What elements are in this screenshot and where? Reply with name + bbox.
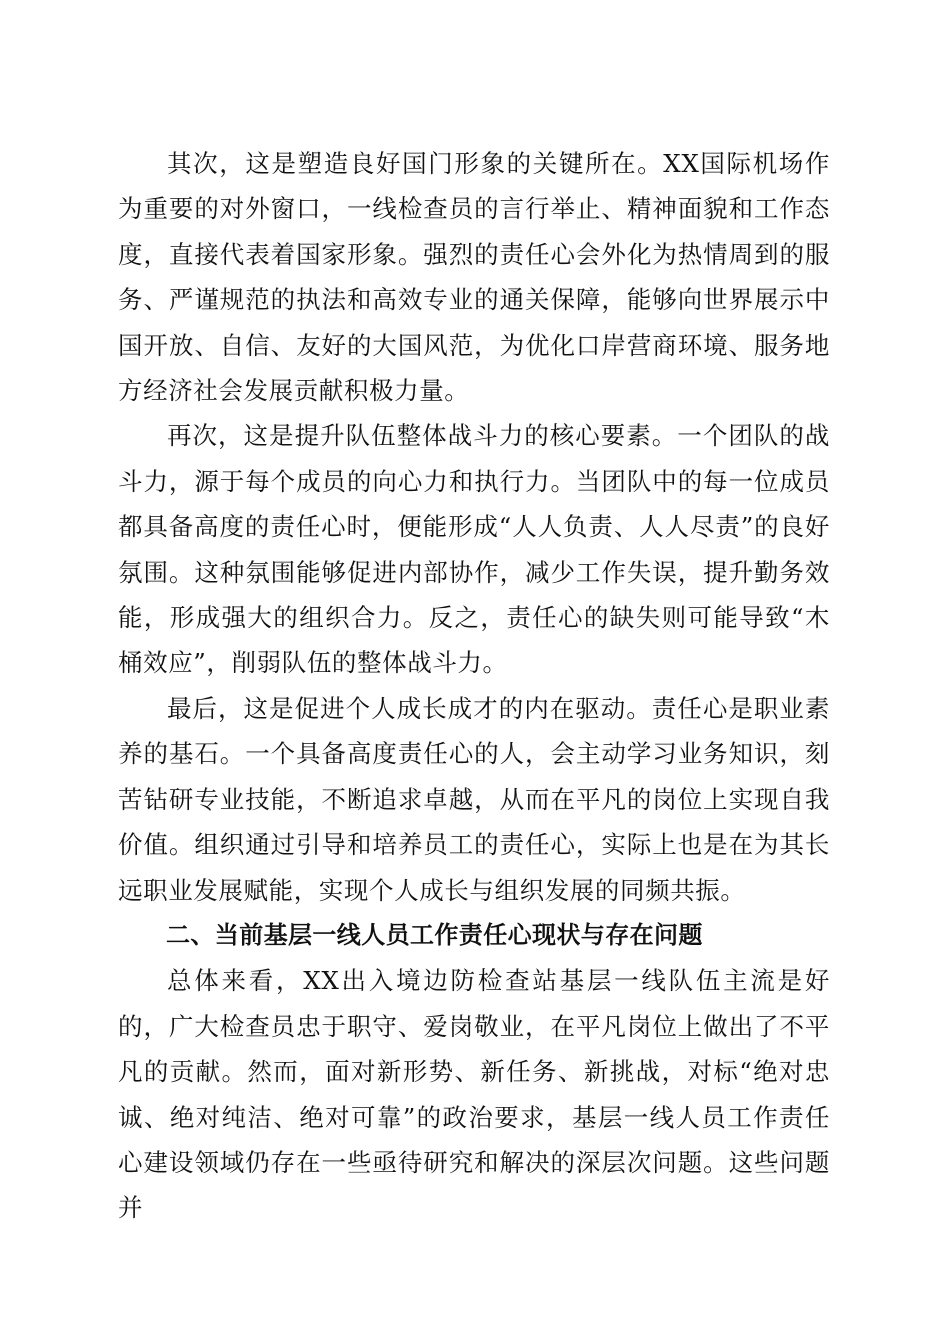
document-body	[118, 141, 830, 1231]
paragraph-team-strength: 再次，这是提升队伍整体战斗力的核心要素。一个团队的战斗力，源于每个成员的向心力和执行力。当团队中的每一位成员都具备高度的责任心时，便能形成“人人负责、人人尽责”的良好氛围。这种氛围能够促进内部协作，减少工作失误，提升勤务效能，形成强大的组织合力。反之，责任心的缺失则可能导致“木桶效应”，削弱队伍的整体战斗力。	[118, 421, 830, 678]
section-heading: 二、当前基层一线人员工作责任心现状与存在问题	[166, 920, 703, 949]
paragraph-image-of-gateway: 其次，这是塑造良好国门形象的关键所在。XX国际机场作为重要的对外窗口，一线检查员的言行举止、精神面貌和工作态度，直接代表着国家形象。强烈的责任心会外化为热情周到的服务、严谨规范的执法和高效专业的通关保障，能够向世界展示中国开放、自信、友好的大国风范，为优化口岸营商环境、服务地方经济社会发展贡献积极力量。	[118, 149, 830, 406]
paragraph-current-status: 总体来看，XX出入境边防检查站基层一线队伍主流是好的，广大检查员忠于职守、爱岗敬业，在平凡岗位上做出了不平凡的贡献。然而，面对新形势、新任务、新挑战，对标“绝对忠诚、绝对纯洁、绝对可靠”的政治要求，基层一线人员工作责任心建设领域仍存在一些亟待研究和解决的深层次问题。这些问题并	[118, 966, 830, 1223]
paragraph-personal-growth: 最后，这是促进个人成长成才的内在驱动。责任心是职业素养的基石。一个具备高度责任心的人，会主动学习业务知识，刻苦钻研专业技能，不断追求卓越，从而在平凡的岗位上实现自我价值。组织通过引导和培养员工的责任心，实际上也是在为其长远职业发展赋能，实现个人成长与组织发展的同频共振。	[118, 693, 830, 905]
